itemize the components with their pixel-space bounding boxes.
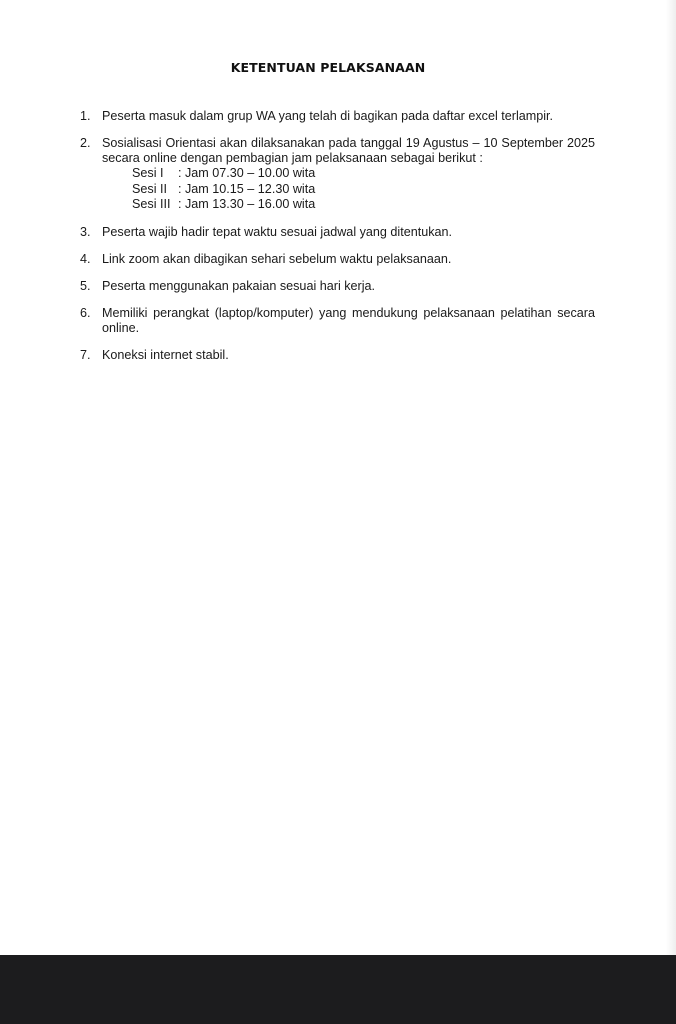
session-time: : Jam 07.30 – 10.00 wita [178,166,316,180]
item-text: Koneksi internet stabil. [102,347,229,362]
item-text: Peserta wajib hadir tepat waktu sesuai jadwal yang ditentukan. [102,224,453,239]
item-text: Peserta masuk dalam grup WA yang telah di bagikan pada daftar excel terlampir. [102,109,554,123]
list-item [80,136,595,213]
item-number: 7. [80,347,91,362]
list-item [80,225,595,240]
session-time: : Jam 10.15 – 12.30 wita [178,181,316,196]
item-number: 3. [80,224,91,239]
session-name: Sesi I [132,166,164,180]
item-text: Sosialisasi Orientasi akan dilaksanakan pada tanggal 19 Agustus – 10 September 2025 secara online dengan pembagian jam pelaksanaan sebagai berikut : [102,136,595,165]
list-item [80,252,595,267]
document-title: KETENTUAN PELAKSANAAN [230,60,426,75]
item-number: 2. [80,136,91,150]
list-item [80,279,595,294]
session-row [132,166,595,182]
session-time: : Jam 13.30 – 16.00 wita [178,197,316,211]
item-text: Peserta menggunakan pakaian sesuai hari kerja. [102,278,376,293]
item-text: Memiliki perangkat (laptop/komputer) yang mendukung pelaksanaan pelatihan secara online. [102,305,595,335]
provisions-list [80,109,595,375]
session-name: Sesi II [132,181,167,196]
list-item [80,109,595,124]
bottom-bar [0,955,676,1024]
item-number: 5. [80,278,91,293]
page-edge-shadow [666,0,676,955]
session-schedule [132,166,595,213]
session-name: Sesi III [132,197,171,211]
list-item [80,348,595,363]
item-number: 6. [80,305,91,320]
session-row [132,182,595,198]
item-number: 4. [80,251,91,266]
list-item [80,306,595,336]
item-text: Link zoom akan dibagikan sehari sebelum waktu pelaksanaan. [102,251,452,266]
item-number: 1. [80,109,91,123]
session-row [132,197,595,213]
